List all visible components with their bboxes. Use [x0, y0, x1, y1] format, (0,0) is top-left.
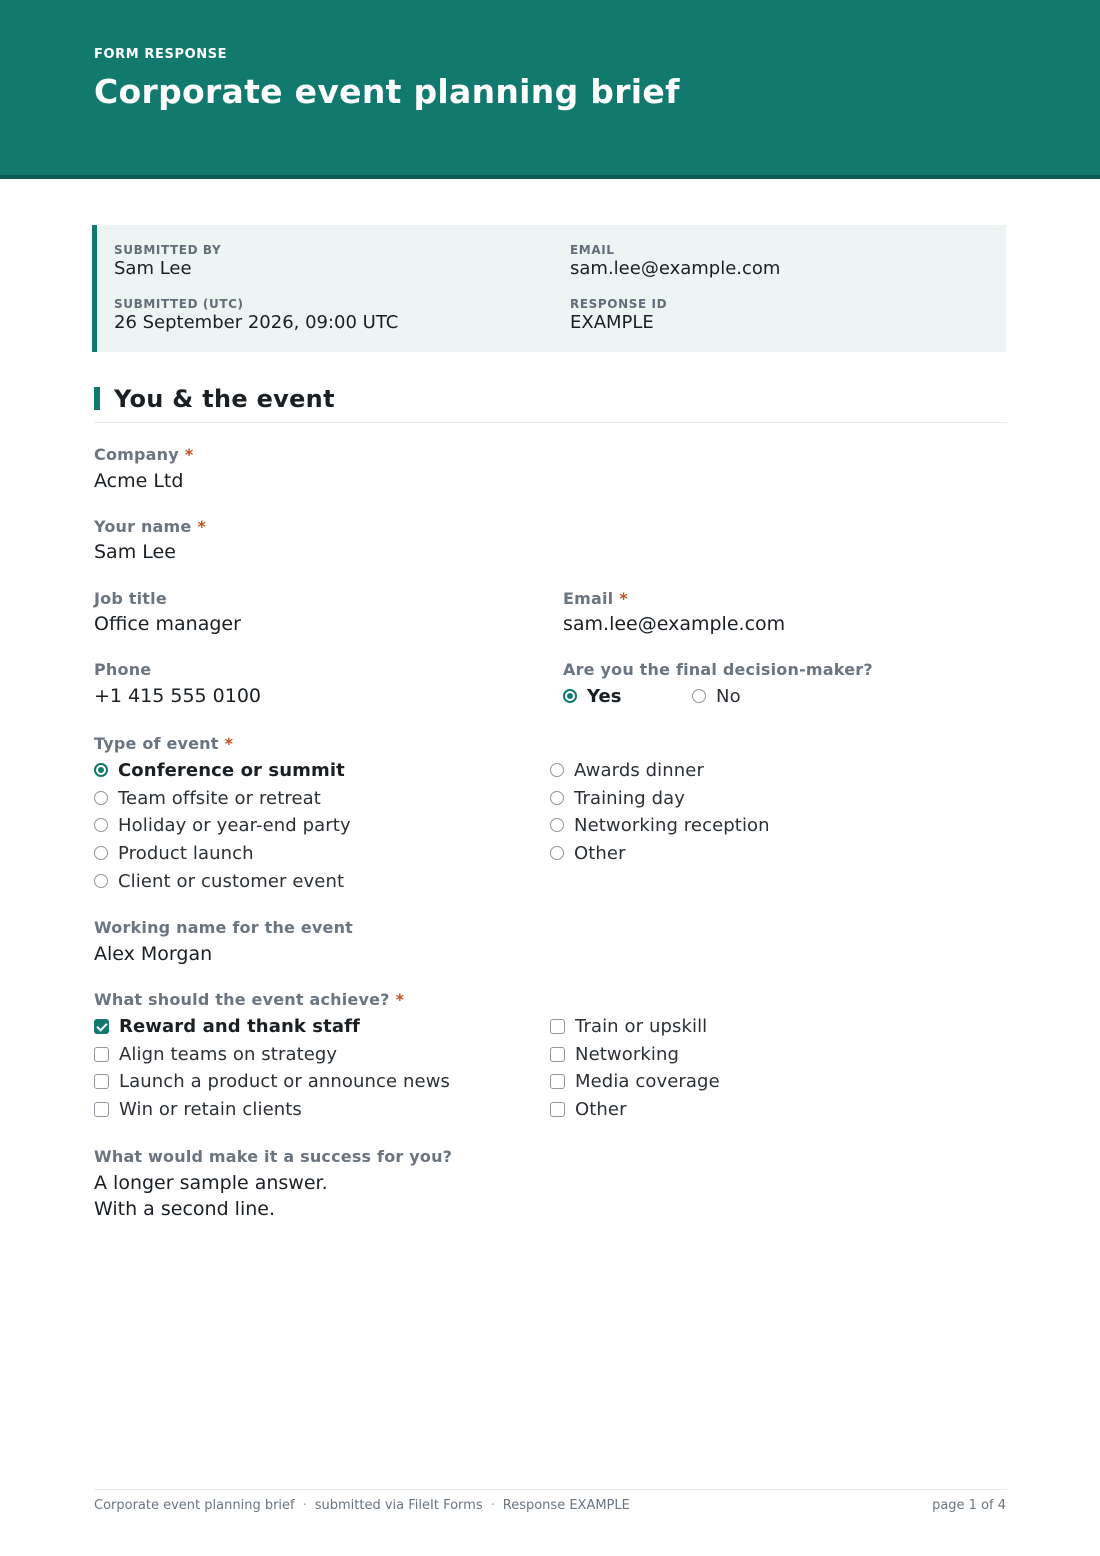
checkbox-icon	[550, 1047, 565, 1062]
response-id-label: RESPONSE ID	[570, 297, 668, 311]
radio-icon	[94, 818, 108, 832]
event-type-option[interactable]: Other	[550, 841, 626, 865]
checkbox-icon	[94, 1102, 109, 1117]
success-value: A longer sample answer. With a second line.	[94, 1172, 328, 1220]
submitted-utc-label: SUBMITTED (UTC)	[114, 297, 244, 311]
job-title-label: Job title	[94, 589, 167, 608]
required-marker: *	[395, 990, 405, 1009]
goals-option[interactable]: Launch a product or announce news	[94, 1069, 450, 1093]
event-type-option[interactable]: Conference or summit	[94, 758, 345, 782]
email-meta-label: EMAIL	[570, 243, 615, 257]
footer-via: submitted via FileIt Forms	[314, 1498, 483, 1513]
phone-value: +1 415 555 0100	[94, 685, 262, 707]
goals-option[interactable]: Other	[550, 1097, 627, 1121]
footer-divider	[94, 1489, 1006, 1490]
form-title: Corporate event planning brief	[94, 72, 680, 111]
your-name-value: Sam Lee	[94, 541, 176, 563]
email-value: sam.lee@example.com	[563, 613, 786, 635]
page-number: page 1 of 4	[932, 1498, 1006, 1513]
radio-icon	[550, 818, 564, 832]
checkbox-checked-icon	[94, 1019, 109, 1034]
submission-meta-panel	[92, 225, 1006, 352]
radio-selected-icon	[94, 763, 108, 777]
required-marker: *	[184, 445, 194, 464]
footer-response: Response EXAMPLE	[502, 1498, 630, 1513]
company-value: Acme Ltd	[94, 470, 184, 492]
event-type-label: Type of event *	[94, 734, 234, 753]
section-divider	[94, 422, 1006, 423]
checkbox-icon	[550, 1074, 565, 1089]
checkbox-icon	[94, 1074, 109, 1089]
submitted-utc-value: 26 September 2026, 09:00 UTC	[114, 312, 399, 333]
checkbox-icon	[550, 1102, 565, 1117]
goals-option[interactable]: Train or upskill	[550, 1014, 707, 1038]
goals-option[interactable]: Align teams on strategy	[94, 1042, 337, 1066]
event-type-option[interactable]: Product launch	[94, 841, 254, 865]
radio-icon	[94, 791, 108, 805]
decision-maker-option-no[interactable]: No	[692, 684, 741, 708]
footer-separator: ·	[302, 1498, 307, 1513]
required-marker: *	[619, 589, 628, 608]
goals-option[interactable]: Reward and thank staff	[94, 1014, 360, 1038]
checkbox-icon	[550, 1019, 565, 1034]
event-type-option[interactable]: Awards dinner	[550, 758, 704, 782]
goals-label: What should the event achieve? *	[94, 990, 405, 1009]
footer-info	[94, 1498, 630, 1513]
radio-selected-icon	[563, 689, 577, 703]
goals-option[interactable]: Networking	[550, 1042, 679, 1066]
event-type-option[interactable]: Training day	[550, 786, 685, 810]
event-type-option[interactable]: Networking reception	[550, 813, 770, 837]
email-label: Email *	[563, 589, 628, 608]
job-title-value: Office manager	[94, 613, 241, 635]
radio-icon	[550, 846, 564, 860]
form-header	[0, 0, 1100, 179]
goals-option[interactable]: Win or retain clients	[94, 1097, 302, 1121]
form-eyebrow: FORM RESPONSE	[94, 47, 228, 62]
radio-icon	[550, 763, 564, 777]
checkbox-icon	[94, 1047, 109, 1062]
decision-maker-option-yes[interactable]: Yes	[563, 684, 622, 708]
event-type-option[interactable]: Team offsite or retreat	[94, 786, 321, 810]
email-meta-value: sam.lee@example.com	[570, 258, 781, 279]
radio-icon	[550, 791, 564, 805]
required-marker: *	[197, 517, 207, 536]
submitted-by-value: Sam Lee	[114, 258, 192, 279]
radio-icon	[692, 689, 706, 703]
footer-separator: ·	[490, 1498, 495, 1513]
response-id-value: EXAMPLE	[570, 312, 654, 333]
radio-icon	[94, 874, 108, 888]
event-type-option[interactable]: Client or customer event	[94, 869, 344, 893]
phone-label: Phone	[94, 660, 152, 679]
company-label: Company *	[94, 445, 194, 464]
working-name-label: Working name for the event	[94, 918, 354, 937]
section-title: You & the event	[94, 385, 335, 413]
required-marker: *	[224, 734, 234, 753]
your-name-label: Your name *	[94, 517, 207, 536]
success-label: What would make it a success for you?	[94, 1147, 453, 1166]
event-type-option[interactable]: Holiday or year-end party	[94, 813, 351, 837]
footer-form-name: Corporate event planning brief	[94, 1498, 295, 1513]
submitted-by-label: SUBMITTED BY	[114, 243, 222, 257]
decision-maker-label: Are you the final decision-maker?	[563, 660, 873, 679]
goals-option[interactable]: Media coverage	[550, 1069, 720, 1093]
radio-icon	[94, 846, 108, 860]
working-name-value: Alex Morgan	[94, 943, 213, 965]
